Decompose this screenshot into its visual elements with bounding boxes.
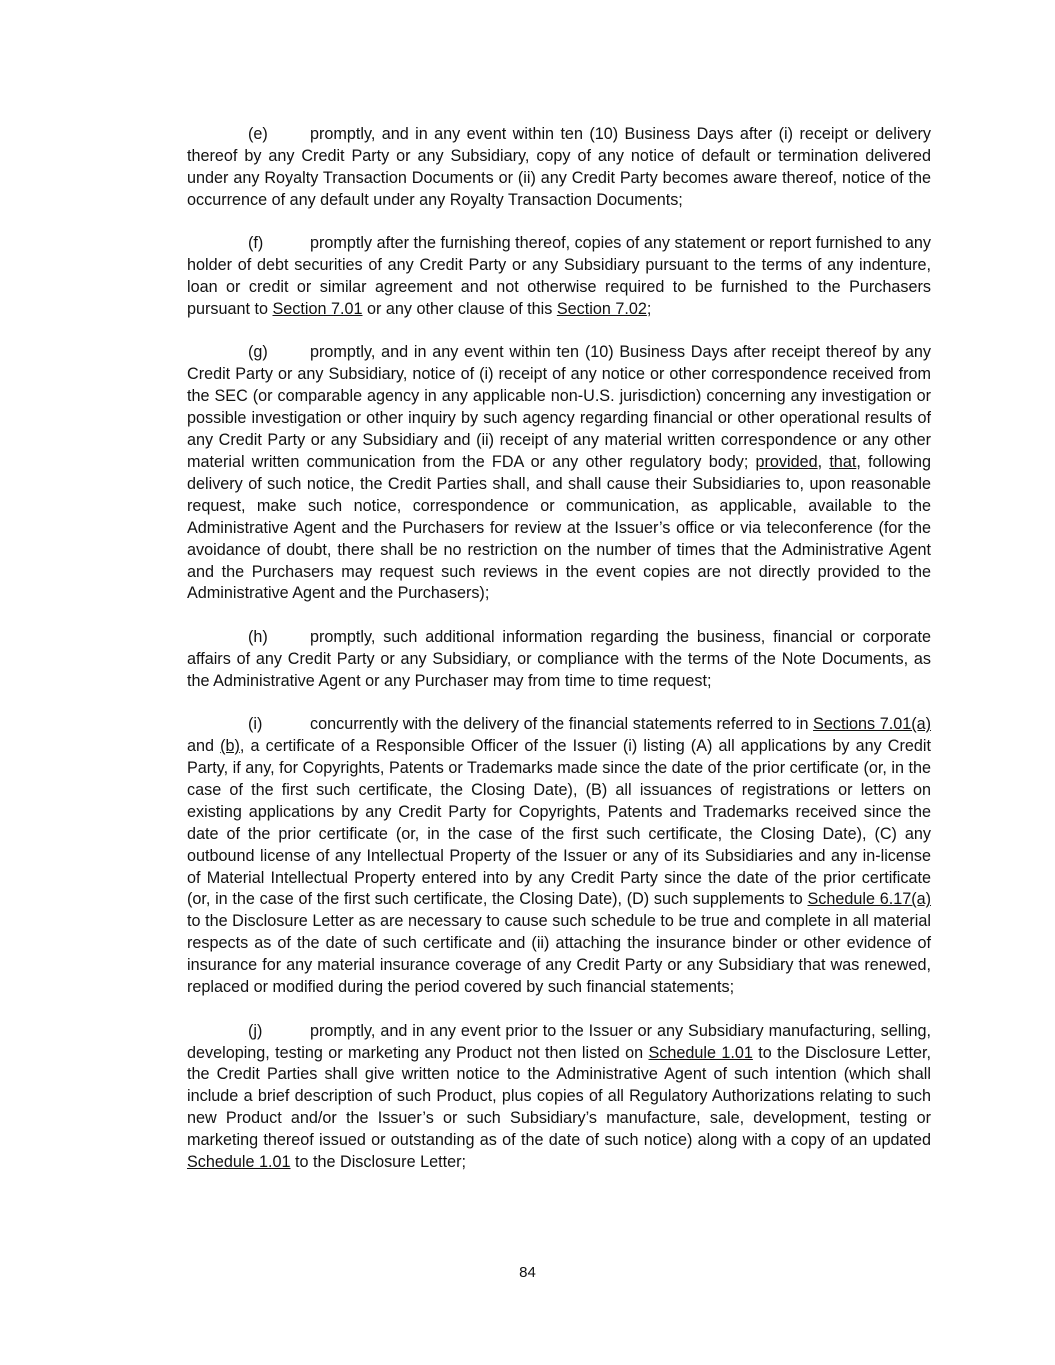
paragraph-label: (h) [248, 627, 268, 646]
paragraph-text: to the Disclosure Letter as are necessary to cause such schedule to be true and complete in all material respects as of the date of such certificate and (ii) attaching the insurance binder or other evidence of insurance for any material insurance coverage of any Credit Party or any Subsidiary that was renewed, replaced or modified during the period covered by such financial statements; [187, 912, 931, 997]
document-body [187, 124, 931, 1196]
paragraph-label: (j) [248, 1021, 263, 1040]
paragraph-label: (f) [248, 234, 264, 253]
paragraph-text: promptly after the furnishing thereof, copies of any statement or report furnished to any holder of debt securities of any Credit Party or any Subsidiary pursuant to the terms of any indenture, loan or credit or similar agreement and not otherwise required to be furnished to the Purchasers pursuant to [187, 234, 931, 318]
paragraph-text: ; [646, 299, 652, 318]
page-number: 84 [519, 1264, 536, 1281]
paragraph-g [187, 342, 931, 605]
paragraph-e [187, 124, 931, 212]
paragraph-i [187, 714, 931, 999]
schedule-reference: Schedule 6.17(a) [807, 890, 931, 909]
paragraph-text: , [817, 452, 830, 471]
paragraph-text: , a certificate of a Responsible Officer of the Issuer (i) listing (A) all applications by any Credit Party, if any, for Copyrights, Patents or Trademarks made since the date of the prior certificate (or, in the case of the first such certificate, the Closing Date), (B) all issuances of registrations or letters on existing applications by any Credit Party for Copyrights, Patents and Trademarks received since the date of the prior certificate (or, in the case of the first such certificate, the Closing Date), (C) any outbound license of any Intellectual Property of the Issuer or any of its Subsidiaries and any in-license of Material Intellectual Property entered into by any Credit Party since the date of the prior certificate (or, in the case of the first such certificate, the Closing Date), (D) such supplements to [187, 737, 931, 909]
paragraph-text: or any other clause of this [362, 299, 557, 318]
section-reference: Section 7.01 [272, 299, 363, 318]
paragraph-text: promptly, and in any event prior to the Issuer or any Subsidiary manufacturing, selling, developing, testing or marketing any Product not then listed on [187, 1021, 931, 1062]
paragraph-label: (i) [248, 715, 263, 734]
paragraph-text: promptly, and in any event within ten (10) Business Days after (i) receipt or delivery thereof by any Credit Party or any Subsidiary, copy of any notice of default or termination delivered under any Royalty Transaction Documents or (ii) any Credit Party becomes aware thereof, notice of the occurrence of any default under any Royalty Transaction Documents; [187, 125, 931, 209]
paragraph-text: promptly, such additional information regarding the business, financial or corporate affairs of any Credit Party or any Subsidiary, or compliance with the terms of the Note Documents, as the Administrative Agent or any Purchaser may from time to time request; [187, 627, 931, 690]
section-reference: Section 7.02 [556, 299, 647, 318]
proviso-term: that [829, 452, 857, 471]
paragraph-j [187, 1021, 931, 1174]
paragraph-text: concurrently with the delivery of the financial statements referred to in [310, 715, 814, 734]
paragraph-label: (e) [248, 125, 268, 143]
paragraph-h [187, 627, 931, 693]
paragraph-f [187, 233, 931, 321]
paragraph-text: , following delivery of such notice, the Credit Parties shall, and shall cause their Subsidiaries to, upon reasonable request, make such notice, correspondence or communication, as applicable, available to the Administrative Agent and the Purchasers for review at the Issuer’s office or via teleconference (for the avoidance of doubt, there shall be no restriction on the number of times that the Administrative Agent and the Purchasers may request such reviews in the event copies are not directly provided to the Administrative Agent and the Purchasers); [187, 452, 932, 603]
paragraph-text: to the Disclosure Letter; [290, 1153, 466, 1172]
schedule-reference: Schedule 1.01 [648, 1043, 753, 1062]
section-reference: Sections 7.01(a) [813, 715, 932, 734]
proviso-term: provided [755, 452, 818, 471]
paragraph-text: promptly, and in any event within ten (10) Business Days after receipt thereof by any Credit Party or any Subsidiary, notice of (i) receipt of any notice or other correspondence received from the SEC (or comparable agency in any applicable non-U.S. jurisdiction) concerning any investigation or possible investigation or other inquiry by such agency regarding financial or other operational results of any Credit Party or any Subsidiary and (ii) receipt of any material written correspondence or any other material written communication from the FDA or any other regulatory body; [187, 343, 931, 471]
paragraph-text: to the Disclosure Letter, the Credit Parties shall give written notice to the Administrative Agent of such intention (which shall include a brief description of such Product, plus copies of all Regulatory Authorizations relating to such new Product and/or the Issuer’s or such Subsidiary’s manufacture, sale, development, testing or marketing thereof issued or outstanding as of the date of such notice) along with a copy of an updated [187, 1043, 931, 1150]
paragraph-label: (g) [248, 343, 268, 362]
section-reference: (b) [220, 737, 240, 756]
paragraph-text: and [187, 737, 221, 756]
schedule-reference: Schedule 1.01 [187, 1153, 291, 1172]
